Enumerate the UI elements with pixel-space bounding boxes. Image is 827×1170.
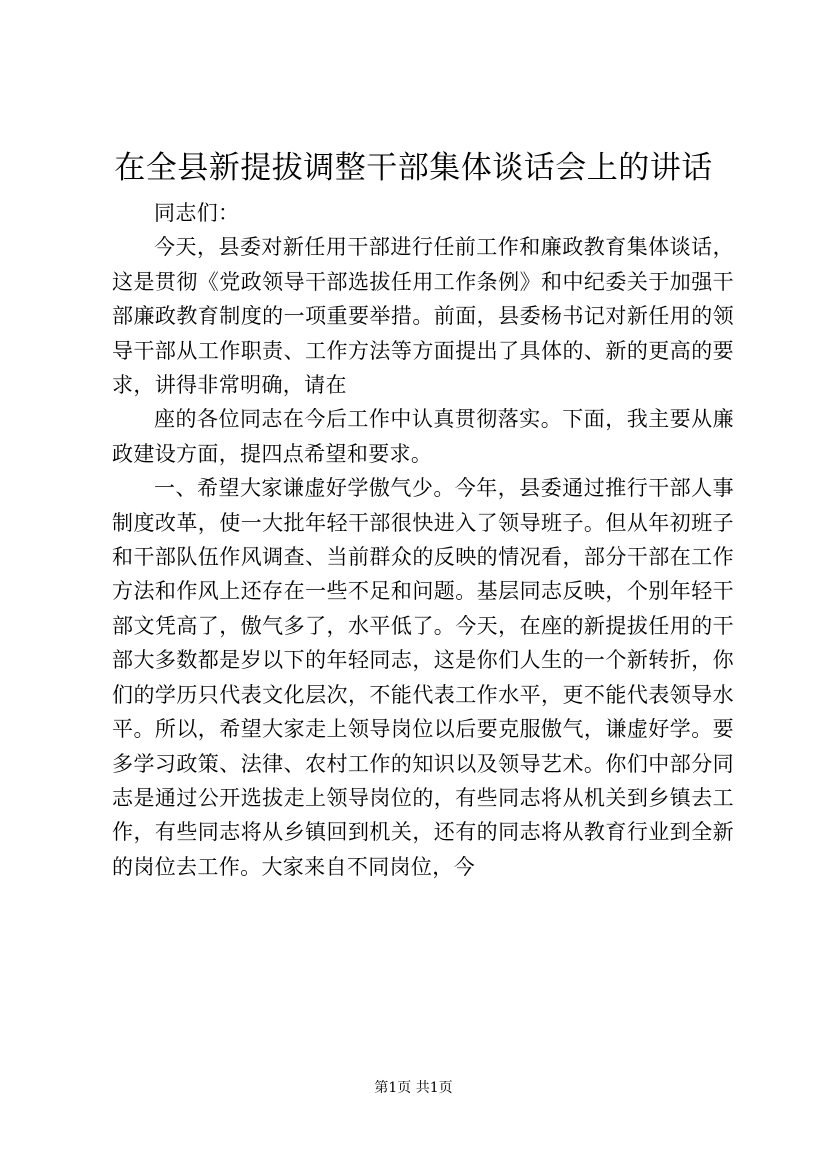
page-footer: 第1页 共1页 [374,1080,453,1096]
paragraph-point-one: 一、希望大家谦虚好学傲气少。今年，县委通过推行干部人事制度改革，使一大批年轻干部很快进入了领导班子。但从年初班子和干部队伍作风调查、当前群众的反映的情况看，部分干部在工作方法和作风上还存在一些不足和问题。基层同志反映，个别年轻干部文凭高了，傲气多了，水平低了。今天，在座的新提拔任用的干部大多数都是岁以下的年轻同志，这是你们人生的一个新转折，你们的学历只代表文化层次，不能代表工作水平，更不能代表领导水平。所以，希望大家走上领导岗位以后要克服傲气，谦虚好学。要多学习政策、法律、农村工作的知识以及领导艺术。你们中部分同志是通过公开选拔走上领导岗位的，有些同志将从机关到乡镇去工作，有些同志将从乡镇回到机关，还有的同志将从教育行业到全新的岗位去工作。大家来自不同岗位，今 [112,476,734,879]
paragraph-continuation: 座的各位同志在今后工作中认真贯彻落实。下面，我主要从廉政建设方面，提四点希望和要求。 [112,407,734,466]
document-title: 在全县新提拔调整干部集体谈话会上的讲话 [114,150,713,186]
paragraph-intro: 今天，县委对新任用干部进行任前工作和廉政教育集体谈话，这是贯彻《党政领导干部选拔任用工作条例》和中纪委关于加强干部廉政教育制度的一项重要举措。前面，县委杨书记对新任用的领导干部从工作职责、工作方法等方面提出了具体的、新的更高的要求，讲得非常明确，请在 [112,235,734,398]
document-body [112,196,734,884]
salutation: 同志们： [154,201,240,225]
